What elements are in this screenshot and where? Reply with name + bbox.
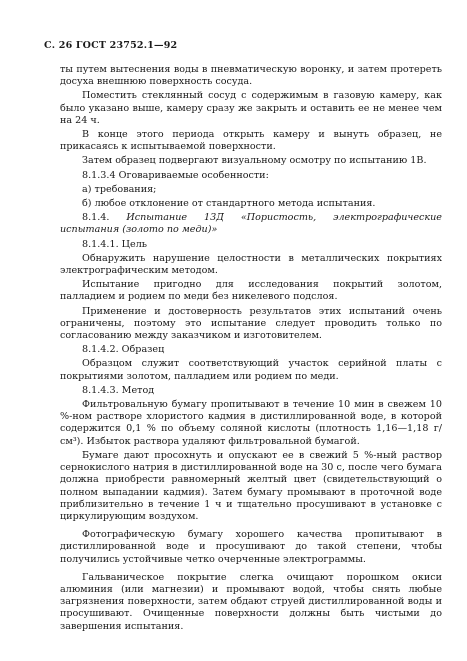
paragraph: Затем образец подвергают визуальному осмотру по испытанию 1В. <box>82 155 427 167</box>
section-title: Испытание 13Д «Пористость, электрографические испытания (золото по меди)» <box>60 212 442 236</box>
list-item: б) любое отклонение от стандартного метода испытания. <box>82 198 376 210</box>
subsection-heading: 8.1.4.3. Метод <box>82 384 155 396</box>
section-heading: 8.1.3.4 Оговариваемые особенности: <box>82 169 269 181</box>
subsection-heading: 8.1.4.1. Цель <box>82 238 148 250</box>
paragraph: В конце этого периода открыть камеру и вынуть образец, не прикасаясь к испытываемой поверхности. <box>60 129 442 153</box>
page-header: С. 26 ГОСТ 23752.1—92 <box>44 40 178 51</box>
paragraph: Фотографическую бумагу хорошего качества пропитывают в дистиллированной воде и просушивают до такой степени, чтобы получились устойчивые четко очерченные электрограммы. <box>60 529 442 565</box>
paragraph: Образцом служит соответствующий участок серийной платы с покрытиями золотом, палладием или родием по меди. <box>60 358 442 382</box>
document-body <box>60 64 442 635</box>
paragraph: Применение и достоверность результатов этих испытаний очень ограничены, поэтому это испытание следует проводить только по согласованию между заказчиком и изготовителем. <box>60 305 442 342</box>
subsection-heading: 8.1.4.2. Образец <box>82 344 165 356</box>
paragraph: ты путем вытеснения воды в пневматическую воронку, и затем протереть досуха внешнюю поверхность сосуда. <box>60 64 442 88</box>
section-heading <box>60 212 442 236</box>
paragraph: Фильтровальную бумагу пропитывают в течение 10 мин в свежем 10 %-ном растворе хлористого кадмия в дистиллированной воде, в которой содержится 0,1 % по объему соляной кислоты (плотность 1,16—1,18 г/см³). Избыток раствора удаляют фильтровальной бумагой. <box>60 399 442 447</box>
paragraph: Бумаге дают просохнуть и опускают ее в свежий 5 %-ный раствор сернокислого натрия в дистиллированной воде на 30 с, после чего бумага должна приобрести равномерный желтый цвет (свидетельствующий о полном выпадании кадмия). Затем бумагу промывают в проточной воде приблизительно в течение 1 ч и тщательно просушивают в установке с циркулирующим воздухом. <box>60 449 442 522</box>
list-item: а) требования; <box>82 183 157 195</box>
paragraph: Гальваническое покрытие слегка очищают порошком окиси алюминия (или магнезии) и промывают водой, чтобы снять любые загрязнения поверхности, затем обдают струей дистиллированной воды и просушивают. Очищенные поверхности должны быть чистыми до завершения испытания. <box>60 571 442 632</box>
paragraph: Обнаружить нарушение целостности в металлических покрытиях электрографическим методом. <box>60 252 442 277</box>
paragraph: Поместить стеклянный сосуд с содержимым в газовую камеру, как было указано выше, камеру сразу же закрыть и оставить ее не менее чем на 24 ч. <box>60 90 442 126</box>
section-number: 8.1.4. <box>82 212 110 224</box>
paragraph: Испытание пригодно для исследования покрытий золотом, палладием и родием по меди без никелевого подслоя. <box>60 279 442 303</box>
